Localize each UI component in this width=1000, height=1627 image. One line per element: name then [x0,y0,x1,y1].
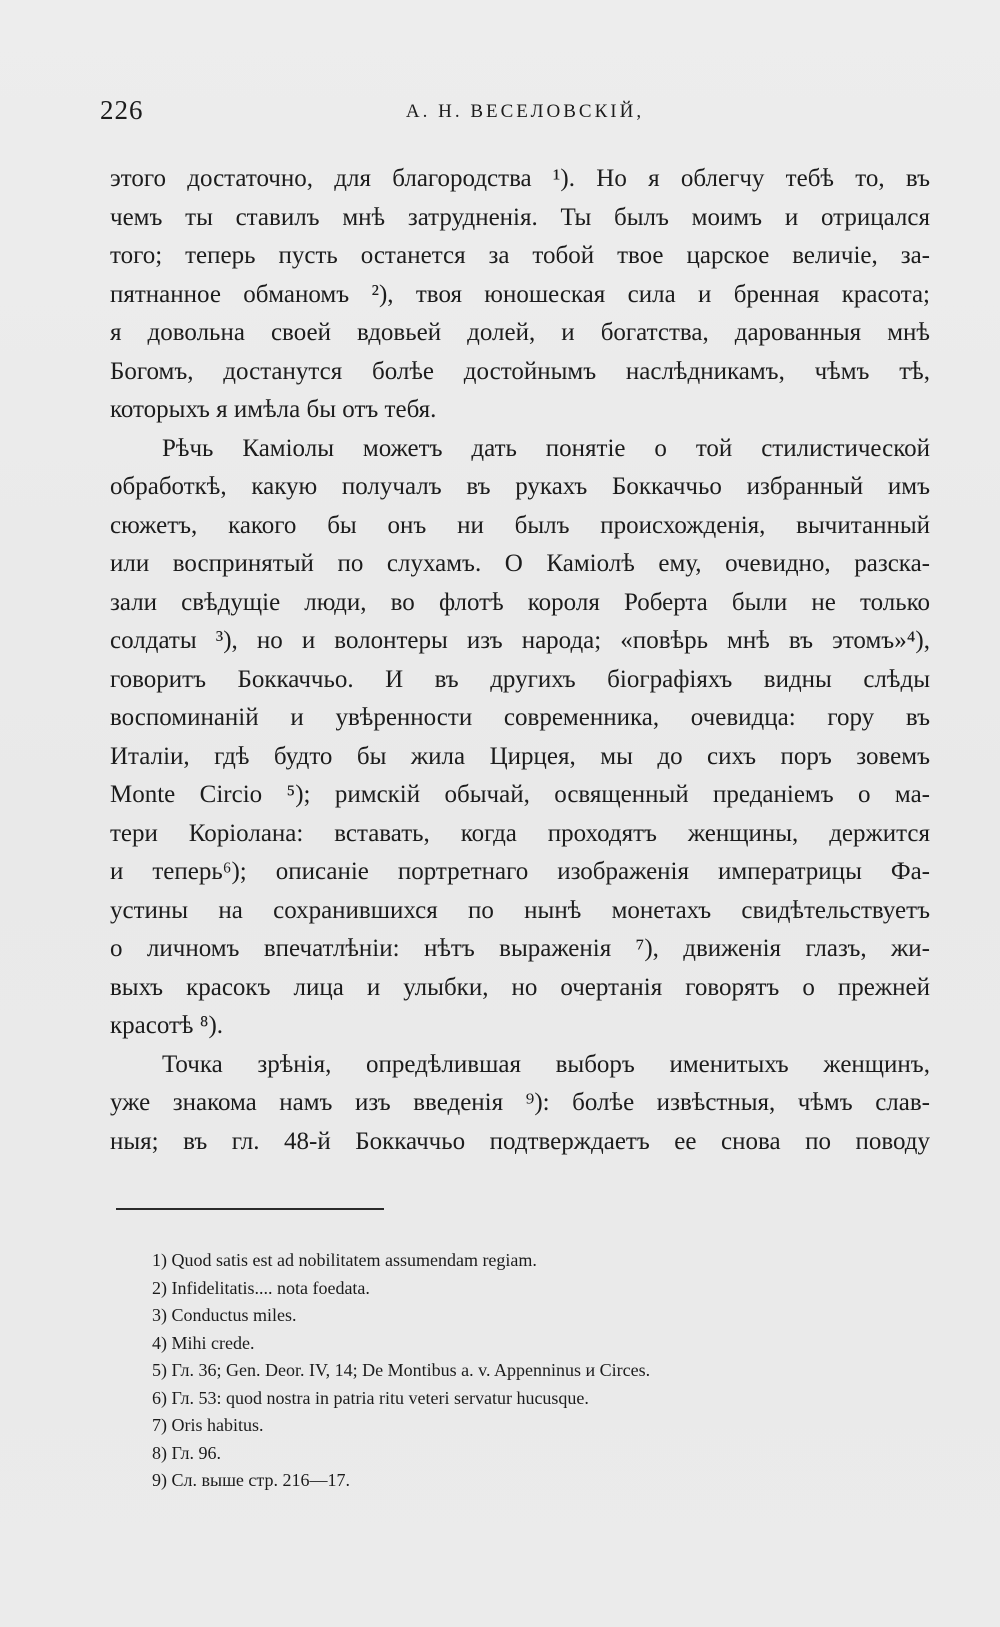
text-line: сюжетъ, какого бы онъ ни былъ происхожденія, вычитанный [110,511,930,539]
footnote: 7) Oris habitus. [152,1415,264,1435]
footnotes [152,1247,912,1495]
running-head: А. Н. ВЕСЕЛОВСКІЙ, [405,101,645,122]
text-line: тери Коріолана: вставать, когда проходятъ женщины, держится [110,819,930,847]
text-line: устины на сохранившихся по нынѣ монетахъ свидѣтельствуетъ [110,896,930,924]
footnote: 2) Infidelitatis.... nota foedata. [152,1277,370,1298]
footnote: 9) Сл. выше стр. 216—17. [152,1470,350,1490]
text-line: чемъ ты ставилъ мнѣ затрудненія. Ты былъ моимъ и отрицался [110,203,930,231]
paragraph-start-line: Рѣчь Каміолы можетъ дать понятіе о той стилистической [162,434,930,462]
footnote: 3) Conductus miles. [152,1305,297,1325]
footnote: 8) Гл. 96. [152,1442,222,1463]
text-line: уже знакома намъ изъ введенія ⁹): болѣе извѣстныя, чѣмъ слав- [110,1089,930,1116]
text-line: обработкѣ, какую получалъ въ рукахъ Боккаччьо избранный имъ [110,473,930,500]
main-text [110,160,930,1161]
text-line: о личномъ впечатлѣніи: нѣтъ выраженія ⁷), движенія глазъ, жи- [110,935,930,962]
paragraph-start-line: Точка зрѣнія, опредѣлившая выборъ именитыхъ женщинъ, [162,1050,930,1078]
footnote-divider [116,1208,384,1210]
text-line: выхъ красокъ лица и улыбки, но очертанія говорятъ о прежней [110,973,930,1001]
text-line: и теперь⁶); описаніе портретнаго изображенія императрицы Фа- [110,858,930,885]
page-number: 226 [100,95,144,125]
text-line: зали свѣдущіе люди, во флотѣ короля Роберта были не только [110,588,930,616]
text-line: воспоминаній и увѣренности современника, очевидца: гору въ [110,704,930,731]
text-line: пятнанное обманомъ ²), твоя юношеская сила и бренная красота; [110,280,930,308]
text-line: этого достаточно, для благородства ¹). Но я облегчу тебѣ то, въ [110,165,930,192]
footnote: 5) Гл. 36; Gen. Deor. IV, 14; De Montibus a. v. Appenninus и Circes. [152,1360,651,1380]
text-line: Италіи, гдѣ будто бы жила Цирцея, мы до сихъ поръ зовемъ [110,742,930,770]
text-line: Богомъ, достанутся болѣе достойнымъ наслѣдникамъ, чѣмъ тѣ, [110,357,930,385]
text-line: того; теперь пусть останется за тобой твое царское величіе, за- [110,242,930,269]
footnote: 6) Гл. 53: quod nostra in patria ritu veteri servatur hucusque. [152,1387,589,1408]
footnote: 4) Mihi crede. [152,1332,255,1353]
text-line: солдаты ³), но и волонтеры изъ народа; «повѣрь мнѣ въ этомъ»⁴), [110,627,930,654]
page-header [100,95,930,135]
text-line: красотѣ ⁸). [110,1012,224,1039]
text-line: или воспринятый по слухамъ. О Каміолѣ ему, очевидно, разска- [110,550,930,577]
text-line: я довольна своей вдовьей долей, и богатства, дарованныя мнѣ [110,319,930,346]
text-line: Monte Circio ⁵); римскій обычай, освященный преданіемъ о ма- [110,781,930,808]
text-line: говоритъ Боккаччьо. И въ другихъ біографіяхъ видны слѣды [110,665,930,693]
text-line: которыхъ я имѣла бы отъ тебя. [110,396,437,423]
text-line: ныя; въ гл. 48-й Боккаччьо подтверждаетъ ее снова по поводу [110,1127,930,1155]
footnote: 1) Quod satis est ad nobilitatem assumendam regiam. [152,1250,537,1270]
